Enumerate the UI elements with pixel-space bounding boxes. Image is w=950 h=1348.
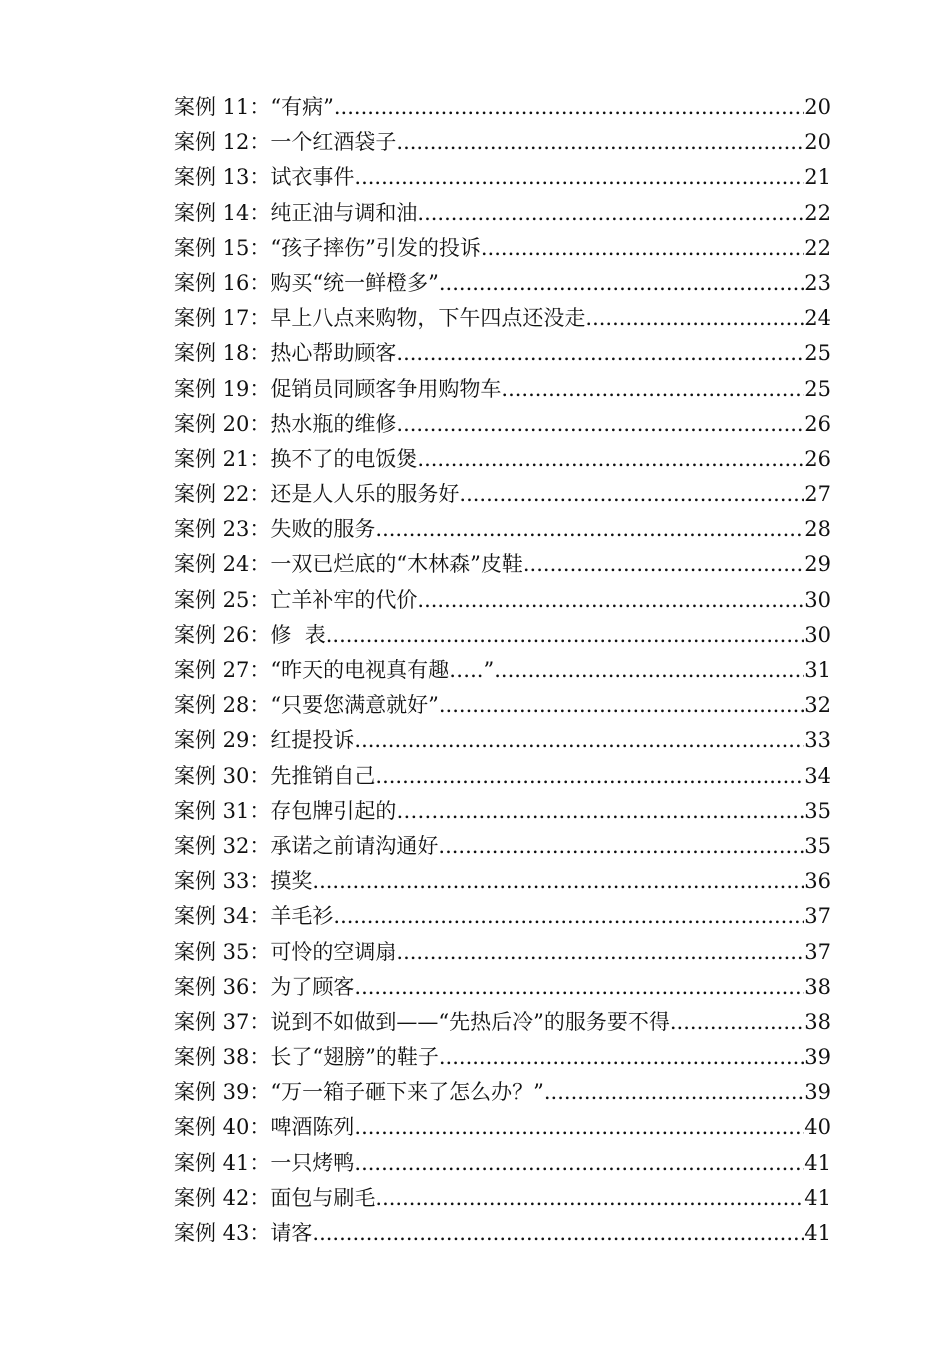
toc-leader-dots: [354, 160, 804, 195]
toc-entry[interactable]: [174, 266, 831, 301]
toc-entry-title: 案例 13：试衣事件: [174, 165, 355, 190]
toc-entry[interactable]: [174, 1005, 831, 1040]
toc-page-number: 32: [804, 693, 831, 718]
toc-entry[interactable]: [174, 512, 831, 547]
toc-entry[interactable]: [174, 372, 831, 407]
toc-leader-dots: [459, 477, 804, 512]
toc-entry-title: 案例 15：“孩子摔伤”引发的投诉: [174, 235, 481, 260]
toc-entry[interactable]: [174, 935, 831, 970]
toc-entry[interactable]: [174, 829, 831, 864]
toc-leader-dots: [439, 1040, 804, 1075]
toc-entry-title: 案例 39：“万一箱子砸下来了怎么办？”: [174, 1080, 544, 1105]
toc-entry[interactable]: [174, 160, 831, 195]
toc-leader-dots: [354, 723, 804, 758]
toc-page-number: 39: [804, 1080, 831, 1105]
toc-page-number: 27: [804, 482, 831, 507]
toc-leader-dots: [585, 301, 804, 336]
toc-page-number: 34: [804, 763, 831, 788]
toc-entry[interactable]: [174, 1146, 831, 1181]
toc-entry-title: 案例 17：早上八点来购物，下午四点还没走: [174, 306, 586, 331]
toc-entry[interactable]: [174, 90, 831, 125]
toc-entry-title: 案例 28：“只要您满意就好”: [174, 693, 439, 718]
toc-leader-dots: [396, 935, 804, 970]
toc-entry[interactable]: [174, 125, 831, 160]
toc-entry-title: 案例 41：一只烤鸭: [174, 1150, 355, 1175]
toc-page-number: 33: [804, 728, 831, 753]
toc-entry-title: 案例 19：促销员同顾客争用购物车: [174, 376, 502, 401]
toc-page-number: 26: [804, 411, 831, 436]
toc-entry[interactable]: [174, 688, 831, 723]
toc-leader-dots: [439, 266, 804, 301]
toc-page-number: 35: [804, 798, 831, 823]
toc-page-number: 31: [804, 658, 831, 682]
toc-leader-dots: [417, 196, 804, 231]
toc-entry-title: 案例 31：存包牌引起的……: [174, 798, 439, 823]
toc-page-number: 30: [804, 622, 831, 647]
toc-leader-dots: [326, 618, 805, 653]
toc-leader-dots: [354, 1110, 804, 1145]
toc-entry-title: 案例 21：换不了的电饭煲: [174, 446, 418, 471]
toc-entry-title: 案例 32：承诺之前请沟通好: [174, 833, 439, 858]
toc-leader-dots: [334, 90, 804, 125]
toc-entry[interactable]: [174, 477, 831, 512]
toc-leader-dots: [375, 512, 804, 547]
toc-entry-title: 案例 35：可怜的空调扇: [174, 939, 397, 964]
toc-page-number: 41: [804, 1185, 831, 1210]
toc-leader-dots: [481, 231, 804, 266]
toc-leader-dots: [333, 899, 804, 934]
toc-page-number: 25: [804, 341, 831, 366]
toc-entry-title: 案例 30：先推销自己: [174, 763, 376, 788]
toc-page-number: 20: [804, 130, 831, 155]
toc-entry-title: 案例 18：热心帮助顾客: [174, 341, 397, 366]
toc-page-number: 23: [804, 270, 831, 295]
toc-page-number: 20: [804, 95, 831, 119]
toc-entry-title: 案例 22：还是人人乐的服务好: [174, 482, 460, 507]
toc-entry[interactable]: [174, 1075, 831, 1110]
toc-entry[interactable]: [174, 1040, 831, 1075]
toc-entry-title: 案例 38：长了“翅膀”的鞋子: [174, 1045, 439, 1070]
toc-page-number: 40: [804, 1115, 831, 1140]
toc-entry-title: 案例 24：一双已烂底的“木林森”皮鞋: [174, 552, 523, 577]
toc-entry[interactable]: [174, 1181, 831, 1216]
toc-entry[interactable]: [174, 442, 831, 477]
toc-leader-dots: [354, 970, 804, 1005]
toc-page-number: 26: [804, 446, 831, 471]
toc-entry-title: 案例 33：摸奖: [174, 869, 313, 894]
toc-entry[interactable]: [174, 723, 831, 758]
toc-entry[interactable]: [174, 583, 831, 618]
toc-entry-title: 案例 27：“昨天的电视真有趣…..”: [174, 658, 495, 682]
toc-leader-dots: [523, 547, 804, 582]
toc-page-number: 28: [804, 517, 831, 542]
toc-page-number: 30: [804, 587, 831, 612]
toc-page-number: 35: [804, 833, 831, 858]
toc-leader-dots: [312, 864, 804, 899]
toc-entry[interactable]: [174, 653, 831, 688]
toc-entry[interactable]: [174, 407, 831, 442]
toc-entry-title: 案例 12：一个红酒袋子: [174, 130, 397, 155]
toc-entry[interactable]: [174, 231, 831, 266]
toc-page-number: 38: [804, 974, 831, 999]
toc-page-number: 39: [804, 1045, 831, 1070]
toc-page-number: 36: [804, 869, 831, 894]
toc-entry-title: 案例 36：为了顾客: [174, 974, 355, 999]
toc-leader-dots: [396, 336, 804, 371]
toc-entry[interactable]: [174, 794, 831, 829]
toc-entry-title: 案例 34：羊毛衫: [174, 904, 334, 929]
toc-page-number: 25: [804, 376, 831, 401]
toc-page-number: 22: [804, 235, 831, 260]
toc-entry-title: 案例 11：“有病”: [174, 95, 334, 119]
toc-entry[interactable]: [174, 336, 831, 371]
toc-entry-title: 案例 16：购买“统一鲜橙多”: [174, 270, 439, 295]
toc-entry-title: 案例 25：亡羊补牢的代价: [174, 587, 418, 612]
toc-leader-dots: [312, 1216, 804, 1251]
toc-entry-title: 案例 42：面包与刷毛: [174, 1185, 376, 1210]
toc-leader-dots: [396, 125, 804, 160]
toc-page-number: 29: [804, 552, 831, 577]
toc-entry-title: 案例 37：说到不如做到——“先热后冷”的服务要不得: [174, 1009, 670, 1034]
toc-leader-dots: [354, 1146, 804, 1181]
toc-leader-dots: [438, 829, 804, 864]
toc-leader-dots: [375, 759, 804, 794]
toc-leader-dots: [396, 407, 804, 442]
toc-entry[interactable]: [174, 196, 831, 231]
toc-entry[interactable]: [174, 759, 831, 794]
toc-page-number: 38: [804, 1009, 831, 1034]
toc-entry[interactable]: [174, 970, 831, 1005]
toc-page-number: 37: [804, 939, 831, 964]
toc-leader-dots: [438, 794, 804, 829]
toc-leader-dots: [417, 583, 804, 618]
toc-page-number: 24: [804, 306, 831, 331]
toc-leader-dots: [375, 1181, 804, 1216]
toc-leader-dots: [501, 372, 804, 407]
table-of-contents: [174, 90, 831, 1251]
toc-leader-dots: [494, 653, 804, 688]
toc-page-number: 21: [804, 165, 831, 190]
toc-leader-dots: [544, 1075, 804, 1110]
toc-entry[interactable]: [174, 547, 831, 582]
toc-entry[interactable]: [174, 1110, 831, 1145]
toc-entry-title: 案例 43：请客: [174, 1221, 313, 1245]
toc-leader-dots: [439, 688, 804, 723]
toc-entry[interactable]: [174, 618, 831, 653]
toc-entry-title: 案例 23：失败的服务: [174, 517, 376, 542]
toc-entry[interactable]: [174, 899, 831, 934]
toc-entry-title: 案例 29：红提投诉: [174, 728, 355, 753]
toc-page-number: 37: [804, 904, 831, 929]
toc-entry-title: 案例 26：修 表: [174, 622, 326, 647]
toc-entry[interactable]: [174, 1216, 831, 1251]
toc-entry-title: 案例 14：纯正油与调和油: [174, 200, 418, 225]
toc-entry-title: 案例 20：热水瓶的维修: [174, 411, 397, 436]
toc-leader-dots: [670, 1005, 804, 1040]
toc-entry[interactable]: [174, 301, 831, 336]
toc-leader-dots: [417, 442, 804, 477]
toc-page-number: 41: [804, 1150, 831, 1175]
toc-entry-title: 案例 40：啤酒陈列: [174, 1115, 355, 1140]
toc-entry[interactable]: [174, 864, 831, 899]
toc-page-number: 41: [804, 1221, 831, 1245]
toc-page-number: 22: [804, 200, 831, 225]
